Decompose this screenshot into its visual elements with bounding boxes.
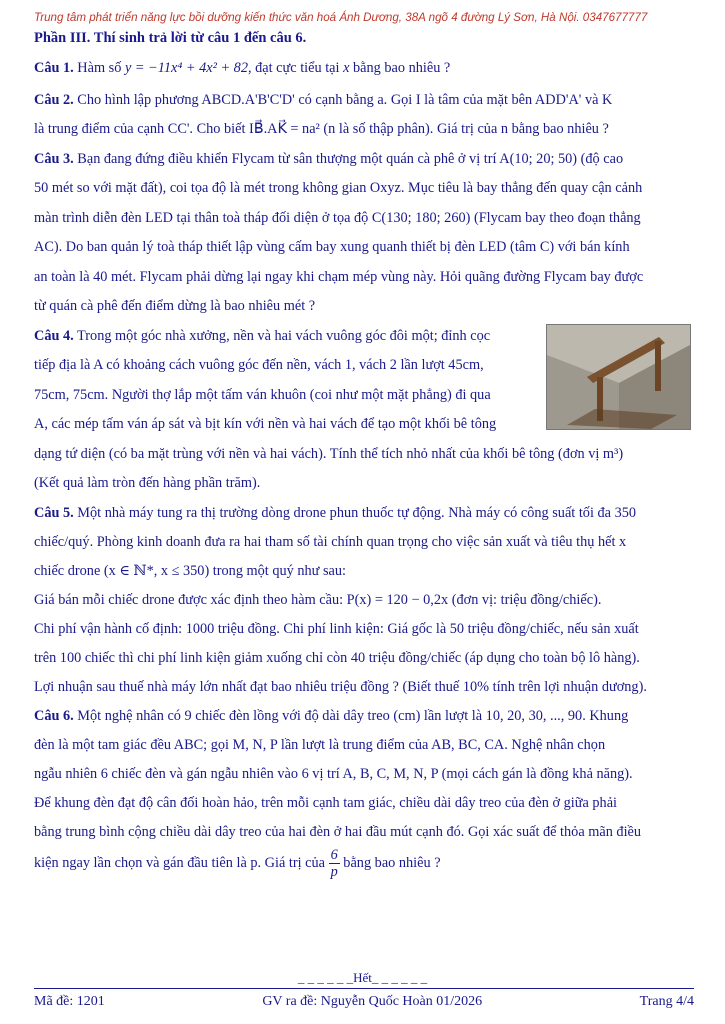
question-4-line-2: tiếp địa là A có khoảng cách vuông góc đến nền, vách 1, vách 2 lần lượt 45cm, bbox=[34, 357, 484, 373]
question-1-text-c: bằng bao nhiêu ? bbox=[349, 60, 451, 76]
question-5-line-1: Một nhà máy tung ra thị trường dòng drone phun thuốc tự động. Nhà máy có công suất tối đa 350 bbox=[73, 504, 637, 521]
question-6-line-2: đèn là một tam giác đều ABC; gọi M, N, P lần lượt là trung điểm của AB, BC, CA. Nghệ nhân chọn bbox=[34, 736, 606, 753]
question-5 bbox=[34, 499, 694, 702]
corner-photo bbox=[546, 324, 691, 430]
question-3-line-6: từ quán cà phê đến điểm dừng là bao nhiêu mét ? bbox=[34, 298, 316, 314]
question-6-label: Câu 6. bbox=[34, 707, 74, 724]
question-1-var: x bbox=[343, 60, 350, 76]
question-4-line-6: (Kết quả làm tròn đến hàng phần trăm). bbox=[34, 475, 261, 491]
question-6 bbox=[34, 702, 694, 880]
six-over-p-fraction bbox=[329, 847, 340, 880]
question-3-line-4: AC). Do ban quản lý toà tháp thiết lập vùng cấm bay xung quanh thiết bị đèn LED (tâm C) với bán kính bbox=[34, 239, 630, 255]
question-4-line-4: A, các mép tấm ván áp sát và bịt kín với nền và hai vách để tạo một khối bê tông bbox=[34, 416, 497, 432]
question-5-line-2: chiếc/quý. Phòng kinh doanh đưa ra hai tham số tài chính quan trọng cho việc sản xuất và tiêu thụ hết x bbox=[34, 533, 627, 550]
question-5-line-5: Chi phí vận hành cố định: 1000 triệu đồng. Chi phí linh kiện: Giá gốc là 50 triệu đồng/chiếc, nếu sản xuất bbox=[34, 620, 639, 637]
question-3-line-3: màn trình diễn đèn LED tại thân toà tháp đối diện ở tọa độ C(130; 180; 260) (Flycam bay theo đoạn thẳng bbox=[34, 209, 641, 226]
question-3-label: Câu 3. bbox=[34, 150, 74, 167]
question-6-line-6a: kiện ngay lần chọn và gán đầu tiên là p. Giá trị của bbox=[34, 854, 329, 871]
fraction-denominator: p bbox=[330, 863, 338, 880]
question-5-line-7: Lợi nhuận sau thuế nhà máy lớn nhất đạt bao nhiêu triệu đồng ? (Biết thuế 10% tính trên lợi nhuận dương). bbox=[34, 678, 647, 695]
end-marker: _ _ _ _ _ _Hết_ _ _ _ _ _ bbox=[297, 970, 428, 985]
question-4-continued bbox=[34, 440, 694, 499]
question-2 bbox=[34, 86, 694, 145]
page-footer bbox=[34, 988, 694, 1015]
question-2-line-2: là trung điểm của cạnh CC'. Cho biết IB⃗.AK⃗ = na² (n là số thập phân). Giá trị của n bằng bao nhiêu ? bbox=[34, 121, 609, 137]
question-6-line-3: ngẫu nhiên 6 chiếc đèn và gán ngẫu nhiên vào 6 vị trí A, B, C, M, N, P (mọi cách gán là đồng khả năng). bbox=[34, 765, 633, 782]
page-number: Trang 4/4 bbox=[639, 994, 694, 1009]
question-4-line-3: 75cm, 75cm. Người thợ lắp một tấm ván khuôn (coi như một mặt phẳng) đi qua bbox=[34, 386, 491, 403]
question-1-label: Câu 1. bbox=[34, 60, 74, 76]
question-5-line-4: Giá bán mỗi chiếc drone được xác định theo hàm cầu: P(x) = 120 − 0,2x (đơn vị: triệu đồng/chiếc). bbox=[34, 591, 602, 608]
question-2-label: Câu 2. bbox=[34, 91, 74, 108]
question-4-line-5: dạng tứ diện (có ba mặt trùng với nền và hai vách). Tính thể tích nhỏ nhất của khối bê tông (đơn vị m³) bbox=[34, 445, 624, 462]
question-2-line-1: Cho hình lập phương ABCD.A'B'C'D' có cạnh bằng a. Gọi I là tâm của mặt bên ADD'A' và K bbox=[73, 91, 613, 108]
question-6-line-5: bằng trung bình cộng chiều dài dây treo của hai đèn ở hai đầu mút cạnh đó. Gọi xác suất để thỏa mãn điều bbox=[34, 823, 642, 840]
question-6-line-4: Để khung đèn đạt độ cân đối hoàn hảo, trên mỗi cạnh tam giác, chiều dài dây treo của đèn ở giữa phải bbox=[34, 794, 618, 811]
exam-code: Mã đề: 1201 bbox=[34, 994, 105, 1009]
question-6-line-6b: bằng bao nhiêu ? bbox=[339, 854, 441, 871]
question-1-formula: y = −11x⁴ + 4x² + 82 bbox=[124, 60, 248, 76]
question-4-block bbox=[34, 322, 694, 440]
question-4 bbox=[34, 322, 539, 440]
question-5-line-6: trên 100 chiếc thì chi phí linh kiện giảm xuống chỉ còn 40 triệu đồng/chiếc (áp dụng cho toàn bộ lô hàng). bbox=[34, 649, 640, 666]
question-3-line-2: 50 mét so với mặt đất), coi tọa độ là mét trong không gian Oxyz. Mục tiêu là bay thẳng đến quay cận cảnh bbox=[34, 180, 643, 196]
part-title: Phần III. Thí sinh trả lời từ câu 1 đến câu 6. bbox=[34, 30, 307, 46]
question-4-line-1: Trong một góc nhà xưởng, nền và hai vách vuông góc đôi một; đỉnh cọc bbox=[73, 327, 491, 344]
question-4-label: Câu 4. bbox=[34, 327, 74, 344]
question-3 bbox=[34, 145, 694, 322]
fraction-numerator: 6 bbox=[330, 846, 338, 863]
question-5-line-3: chiếc drone (x ∈ ℕ*, x ≤ 350) trong một quý như sau: bbox=[34, 562, 347, 579]
question-1-text-b: , đạt cực tiểu tại bbox=[247, 60, 344, 76]
question-1 bbox=[34, 54, 694, 84]
question-5-label: Câu 5. bbox=[34, 504, 74, 521]
author-info: GV ra đề: Nguyễn Quốc Hoàn 01/2026 bbox=[262, 994, 483, 1009]
question-3-line-5: an toàn là 40 mét. Flycam phải dừng lại ngay khi chạm mép vùng này. Hỏi quãng đường Flycam bay được bbox=[34, 268, 644, 285]
question-6-line-1: Một nghệ nhân có 9 chiếc đèn lồng với độ dài dây treo (cm) lần lượt là 10, 20, 30, ..., 90. Khung bbox=[73, 707, 629, 724]
question-3-line-1: Bạn đang đứng điều khiển Flycam từ sân thượng một quán cà phê ở vị trí A(10; 20; 50) (độ cao bbox=[73, 150, 624, 167]
exam-page bbox=[34, 10, 694, 880]
question-1-text-a: Hàm số bbox=[73, 60, 125, 76]
corner-photo-svg bbox=[547, 325, 690, 429]
center-header: Trung tâm phát triển năng lực bồi dưỡng kiến thức văn hoá Ánh Dương, 38A ngõ 4 đường Lý Sơn, Hà Nội. 0347677777 bbox=[34, 11, 648, 24]
